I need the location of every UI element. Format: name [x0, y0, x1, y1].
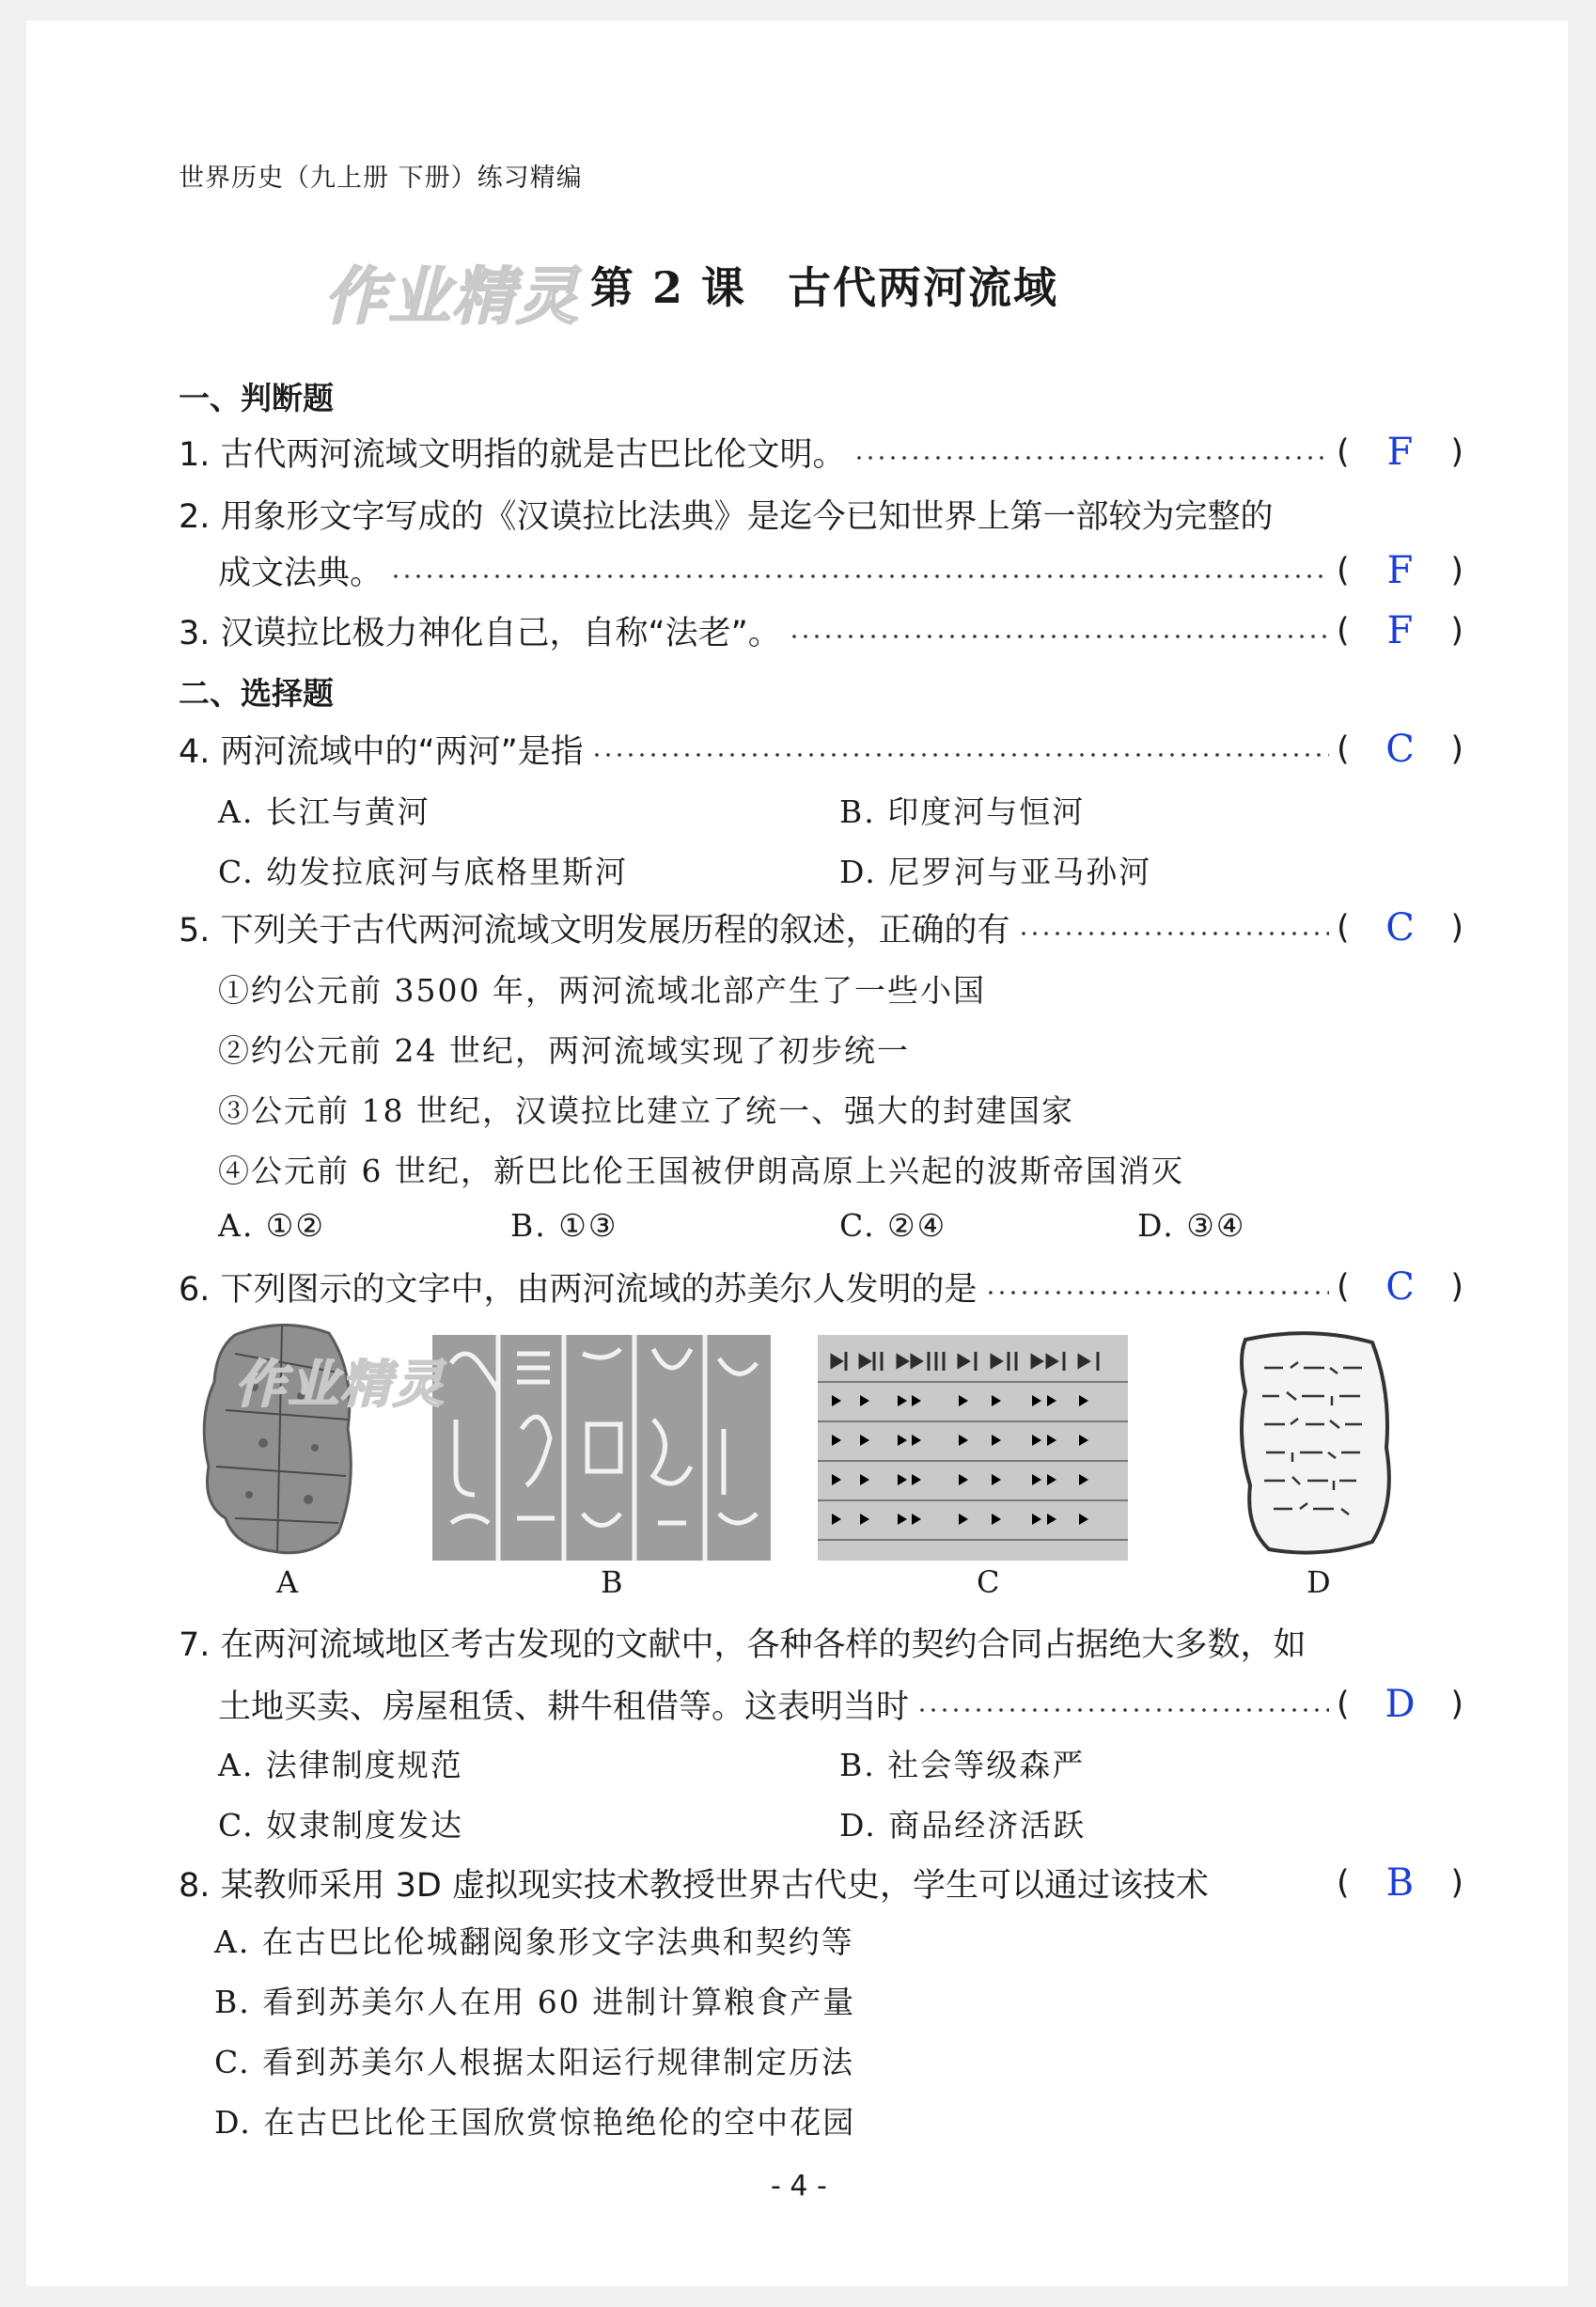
question-text: 3. 汉谟拉比极力神化自己，自称“法老”。 [179, 615, 781, 652]
answer-bracket: ( C ) [1337, 728, 1463, 771]
answer-bracket: ( C ) [1337, 906, 1463, 949]
cuneiform-image [818, 1335, 1128, 1561]
question-text: 成文法典。 [218, 555, 383, 592]
watermark: 作业精灵 [324, 260, 580, 333]
statement-3: ③公元前 18 世纪，汉谟拉比建立了统一、强大的封建国家 [218, 1092, 1074, 1129]
page-number: - 4 - [771, 2170, 827, 2203]
statement-1: ①约公元前 3500 年，两河流域北部产生了一些小国 [218, 972, 986, 1009]
option-d: D. 尼罗河与亚马孙河 [839, 854, 1152, 890]
caption-d: D [1307, 1564, 1331, 1600]
answer-bracket: ( C ) [1337, 1265, 1463, 1309]
question-8 [179, 1860, 1463, 1907]
book-header: 世界历史（九上册 下册）练习精编 [179, 164, 583, 193]
answer: B [1385, 1861, 1415, 1905]
caption-c: C [977, 1564, 1000, 1600]
option-a: A. 在古巴比伦城翻阅象形文字法典和契约等 [214, 1923, 854, 1960]
question-text: 6. 下列图示的文字中，由两河流域的苏美尔人发明的是 [179, 1271, 978, 1309]
answer: F [1386, 549, 1414, 592]
leader-dots [591, 752, 1329, 758]
leader-dots [853, 455, 1329, 461]
leader-dots [985, 1290, 1329, 1295]
question-text: 4. 两河流域中的“两河”是指 [179, 733, 584, 771]
option-d: D. ③④ [1137, 1207, 1246, 1244]
caption-a: A [276, 1564, 299, 1600]
answer: C [1385, 728, 1415, 771]
question-2-line1: 2. 用象形文字写成的《汉谟拉比法典》是迄今已知世界上第一部较为完整的 [179, 498, 1274, 536]
leader-dots [390, 573, 1329, 579]
leader-dots [916, 1707, 1329, 1713]
leader-dots [1018, 931, 1329, 936]
leader-gap [1216, 1886, 1329, 1891]
caption-b: B [601, 1564, 623, 1600]
option-a: A. ①② [218, 1207, 325, 1244]
question-5 [179, 904, 1463, 951]
section-choice: 二、选择题 [179, 675, 334, 712]
option-a: A. 法律制度规范 [218, 1747, 463, 1783]
option-c: C. 幼发拉底河与底格里斯河 [218, 854, 629, 890]
lesson-name: 古代两河流域 [788, 262, 1059, 313]
answer-bracket: ( F ) [1337, 609, 1463, 652]
question-text: 5. 下列关于古代两河流域文明发展历程的叙述，正确的有 [179, 912, 1010, 949]
question-text: 1. 古代两河流域文明指的就是古巴比伦文明。 [179, 436, 846, 474]
question-4 [179, 726, 1463, 773]
question-1 [179, 429, 1463, 476]
answer: C [1385, 1265, 1415, 1309]
answer: D [1385, 1683, 1416, 1726]
question-3 [179, 607, 1463, 654]
answer-bracket: ( B ) [1337, 1861, 1463, 1905]
statement-4: ④公元前 6 世纪，新巴比伦王国被伊朗高原上兴起的波斯帝国消灭 [218, 1153, 1184, 1189]
question-text: 8. 某教师采用 3D 虚拟现实技术教授世界古代史，学生可以通过该技术 [179, 1867, 1209, 1905]
option-b: B. 看到苏美尔人在用 60 进制计算粮食产量 [214, 1984, 856, 2020]
option-d: D. 商品经济活跃 [839, 1807, 1087, 1844]
section-judge: 一、判断题 [179, 380, 334, 416]
option-c: C. 看到苏美尔人根据太阳运行规律制定历法 [214, 2044, 855, 2080]
answer: F [1386, 609, 1414, 652]
lesson-number: 第 2 课 [590, 262, 747, 313]
question-text: 土地买卖、房屋租赁、耕牛租借等。这表明当时 [218, 1688, 910, 1726]
answer: C [1385, 906, 1415, 949]
hieroglyph-image [432, 1335, 771, 1561]
question-2 [218, 547, 1463, 594]
option-b: B. 社会等级森严 [839, 1747, 1086, 1783]
question-7 [218, 1681, 1463, 1728]
answer-bracket: ( F ) [1337, 549, 1463, 592]
option-c: C. ②④ [839, 1207, 947, 1244]
option-c: C. 奴隶制度发达 [218, 1807, 464, 1844]
clay-tablet-image [1217, 1326, 1405, 1561]
leader-dots [789, 634, 1329, 639]
option-b: B. 印度河与恒河 [839, 793, 1086, 830]
option-b: B. ①③ [510, 1207, 618, 1244]
statement-2: ②约公元前 24 世纪，两河流域实现了初步统一 [218, 1032, 910, 1069]
question-6 [179, 1263, 1463, 1310]
answer-bracket: ( F ) [1337, 431, 1463, 474]
lesson-title [590, 254, 1058, 316]
watermark: 作业精灵 [235, 1355, 446, 1414]
answer: F [1386, 431, 1414, 474]
answer-bracket: ( D ) [1337, 1683, 1463, 1726]
option-d: D. 在古巴比伦王国欣赏惊艳绝伦的空中花园 [214, 2104, 856, 2141]
option-a: A. 长江与黄河 [218, 793, 430, 830]
question-7-line1: 7. 在两河流域地区考古发现的文献中，各种各样的契约合同占据绝大多数，如 [179, 1626, 1307, 1664]
